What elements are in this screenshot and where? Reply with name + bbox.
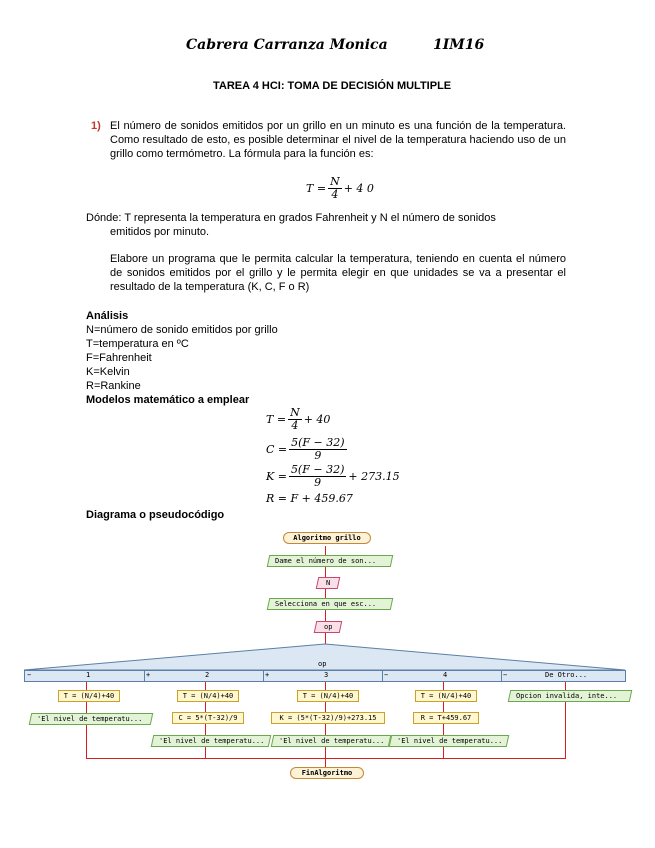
- output-prompt-1-text: Dame el número de son...: [275, 557, 377, 565]
- output-default-text: Opcion invalida, inte...: [516, 692, 618, 700]
- task-text: Elabore un programa que le permita calcular la temperatura, teniendo en cuenta el número de sonidos emitidos por el grillo y le permita elegir en que unidades se va a presentar el resultado de la temperatura (K, C, F o R): [110, 253, 566, 293]
- assign-c: C = 5*(T-32)/9: [172, 712, 244, 724]
- problem-number: 1): [91, 120, 101, 132]
- diagram-heading: Diagrama o pseudocódigo: [86, 509, 225, 521]
- case-divider: [144, 670, 145, 682]
- case-label-2: 2: [205, 671, 210, 679]
- assign-t-1: T = (N/4)+40: [58, 690, 120, 702]
- case-divider: [501, 670, 502, 682]
- collapse-icon[interactable]: +: [265, 671, 270, 679]
- assign-t-4: T = (N/4)+40: [415, 690, 477, 702]
- page-title: TAREA 4 HCI: TOMA DE DECISIÓN MULTIPLE: [213, 80, 452, 92]
- output-case-1-text: 'El nivel de temperatu...: [37, 715, 143, 723]
- model-k-num: 5(F − 32): [290, 463, 345, 476]
- case-label-default: De Otro...: [545, 671, 588, 679]
- output-prompt-2: [267, 598, 394, 610]
- model-c-den: 9: [314, 449, 322, 462]
- model-t-lhs: T =: [266, 413, 287, 426]
- assign-k: K = (5*(T-32)/9)+273.15: [271, 712, 385, 724]
- formula-num: N: [330, 175, 340, 188]
- formula-fraction: [328, 176, 342, 201]
- collapse-icon[interactable]: −: [384, 671, 389, 679]
- assign-t-2: T = (N/4)+40: [177, 690, 239, 702]
- where-line-2: emitidos por minuto.: [110, 226, 210, 238]
- model-r: R = F + 459.67: [266, 492, 353, 505]
- formula-den: 4: [331, 188, 339, 201]
- output-case-2: [151, 735, 272, 747]
- model-t-fraction: [288, 407, 302, 432]
- model-k-den: 9: [314, 476, 322, 489]
- analysis-item: K=Kelvin: [86, 366, 130, 378]
- collapse-icon[interactable]: −: [27, 671, 32, 679]
- output-prompt-2-text: Selecciona en que esc...: [275, 600, 377, 608]
- collapse-icon[interactable]: −: [503, 671, 508, 679]
- model-k-lhs: K =: [266, 470, 287, 483]
- collapse-icon[interactable]: +: [146, 671, 151, 679]
- output-case-2-text: 'El nivel de temperatu...: [159, 737, 265, 745]
- analysis-item: R=Rankine: [86, 380, 141, 392]
- model-k-rest: + 273.15: [348, 470, 400, 483]
- case-label-3: 3: [324, 671, 329, 679]
- start-node: Algoritmo grillo: [283, 532, 371, 544]
- model-k: [266, 464, 400, 489]
- formula-lhs: T =: [306, 182, 327, 195]
- model-t: [266, 407, 330, 432]
- read-n-text: N: [325, 579, 331, 587]
- output-case-4: [389, 735, 510, 747]
- read-n: [316, 577, 341, 589]
- problem-text: El número de sonidos emitidos por un grillo en un minuto es una función de la temperatura. Como resultado de esto, es posible determinar el nivel de la temperatura haciendo uso de un grillo como termómetro. La fórmula para la función es:: [110, 120, 566, 160]
- read-op: [314, 621, 343, 633]
- switch-variable: op: [318, 660, 327, 668]
- analysis-item: F=Fahrenheit: [86, 352, 152, 364]
- group-code: 1IM16: [433, 37, 485, 53]
- models-heading: Modelos matemático a emplear: [86, 394, 250, 406]
- model-c-fraction: [289, 437, 346, 462]
- where-line-1: Dónde: T representa la temperatura en grados Fahrenheit y N el número de sonidos: [86, 212, 496, 224]
- analysis-item: N=número de sonido emitidos por grillo: [86, 324, 278, 336]
- merge-line: [86, 758, 566, 759]
- case-divider: [263, 670, 264, 682]
- model-t-den: 4: [291, 419, 299, 432]
- output-case-1: [29, 713, 154, 725]
- output-case-3: [271, 735, 392, 747]
- case-label-4: 4: [443, 671, 448, 679]
- assign-r: R = T+459.67: [413, 712, 479, 724]
- assign-t-3: T = (N/4)+40: [297, 690, 359, 702]
- output-case-3-text: 'El nivel de temperatu...: [279, 737, 385, 745]
- case-divider: [382, 670, 383, 682]
- model-t-rest: + 40: [303, 413, 331, 426]
- problem-formula: [306, 176, 374, 201]
- end-node: FinAlgoritmo: [290, 767, 364, 779]
- analysis-heading: Análisis: [86, 310, 129, 322]
- case-label-1: 1: [86, 671, 91, 679]
- model-c-num: 5(F − 32): [291, 436, 345, 449]
- model-c: [266, 437, 349, 462]
- output-case-4-text: 'El nivel de temperatu...: [397, 737, 503, 745]
- formula-rest: + 4 0: [343, 182, 374, 195]
- author-name: Cabrera Carranza Monica: [186, 37, 388, 53]
- model-c-lhs: C =: [266, 443, 288, 456]
- output-default: [508, 690, 633, 702]
- model-k-fraction: [289, 464, 346, 489]
- read-op-text: op: [323, 623, 333, 631]
- output-prompt-1: [267, 555, 394, 567]
- analysis-item: T=temperatura en ºC: [86, 338, 189, 350]
- model-t-num: N: [290, 406, 300, 419]
